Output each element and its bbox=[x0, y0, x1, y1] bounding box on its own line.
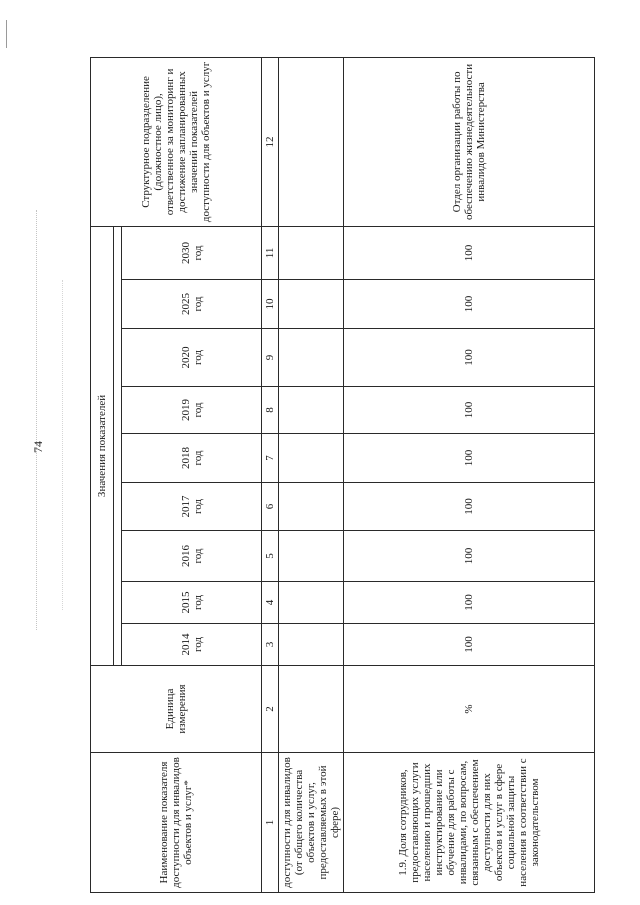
column-number: 10 bbox=[262, 280, 279, 329]
header-year-2019: 2019 год bbox=[122, 387, 262, 434]
row-value bbox=[279, 387, 344, 434]
header-year-2017: 2017 год bbox=[122, 483, 262, 531]
row-value bbox=[279, 226, 344, 279]
row-value bbox=[279, 329, 344, 387]
table-row bbox=[279, 57, 344, 892]
column-number: 2 bbox=[262, 666, 279, 753]
column-number: 3 bbox=[262, 624, 279, 666]
row-value bbox=[279, 434, 344, 483]
scan-artifact-line bbox=[6, 20, 7, 48]
row-value: 100 bbox=[344, 329, 595, 387]
column-number: 5 bbox=[262, 531, 279, 582]
row-value: 100 bbox=[344, 531, 595, 582]
header-indicator-name bbox=[91, 753, 262, 893]
row-value: 100 bbox=[344, 582, 595, 624]
header-values-spacer bbox=[114, 226, 122, 665]
row-value: 100 bbox=[344, 387, 595, 434]
column-number: 9 bbox=[262, 329, 279, 387]
header-year-2030: 2030 год bbox=[122, 226, 262, 279]
column-number: 4 bbox=[262, 582, 279, 624]
row-value bbox=[279, 624, 344, 666]
header-unit bbox=[91, 666, 262, 753]
header-year-2016: 2016 год bbox=[122, 531, 262, 582]
page-number: 74 bbox=[31, 441, 45, 453]
header-year-2014: 2014 год bbox=[122, 624, 262, 666]
row-value: 100 bbox=[344, 434, 595, 483]
header-year-2018: 2018 год bbox=[122, 434, 262, 483]
column-number: 8 bbox=[262, 387, 279, 434]
row-value bbox=[279, 531, 344, 582]
header-year-2015: 2015 год bbox=[122, 582, 262, 624]
scan-artifact-dots-2 bbox=[62, 280, 63, 610]
row-indicator-name: доступности для инвалидов (от общего количества объектов и услуг, предоставляемых в этой сфере) bbox=[279, 753, 344, 893]
rotated-table-frame bbox=[90, 58, 585, 893]
header-responsible bbox=[91, 57, 262, 226]
row-value bbox=[279, 582, 344, 624]
row-value bbox=[279, 483, 344, 531]
row-value: 100 bbox=[344, 483, 595, 531]
accessibility-indicators-table bbox=[90, 57, 595, 893]
table-row bbox=[344, 57, 595, 892]
row-unit bbox=[279, 666, 344, 753]
row-indicator-name: 1.9. Доля сотрудников, предоставляющих услуги населению и прошедших инструктирование или обучение для работы с инвалидами, по вопросам, связанным с обеспечением доступности для них объектов и услуг в сфере социальной защиты населения в соответствии с законодательством bbox=[344, 753, 595, 893]
header-year-2025: 2025 год bbox=[122, 280, 262, 329]
row-responsible bbox=[279, 57, 344, 226]
header-values-group-text: Значения показателей bbox=[96, 394, 108, 498]
header-indicator-name-text: Наименование показателя доступности для инвалидов объектов и услуг* bbox=[158, 757, 194, 888]
column-number: 6 bbox=[262, 483, 279, 531]
row-value: 100 bbox=[344, 280, 595, 329]
column-number: 1 bbox=[262, 753, 279, 893]
header-responsible-text: Структурное подразделение (должностное лицо), ответственное за мониторинг и достижение запланированных значений показателей доступности для объектов и услуг bbox=[140, 61, 212, 223]
column-number: 7 bbox=[262, 434, 279, 483]
row-value: 100 bbox=[344, 226, 595, 279]
row-unit: % bbox=[344, 666, 595, 753]
header-values-group bbox=[91, 226, 114, 665]
column-number: 11 bbox=[262, 226, 279, 279]
row-responsible: Отдел организации работы по обеспечению жизнедеятельности инвалидов Министерства bbox=[344, 57, 595, 226]
header-unit-text: Единица измерения bbox=[164, 684, 188, 734]
row-value: 100 bbox=[344, 624, 595, 666]
row-value bbox=[279, 280, 344, 329]
header-year-2020: 2020 год bbox=[122, 329, 262, 387]
column-number: 12 bbox=[262, 57, 279, 226]
scan-artifact-dots bbox=[36, 210, 37, 630]
